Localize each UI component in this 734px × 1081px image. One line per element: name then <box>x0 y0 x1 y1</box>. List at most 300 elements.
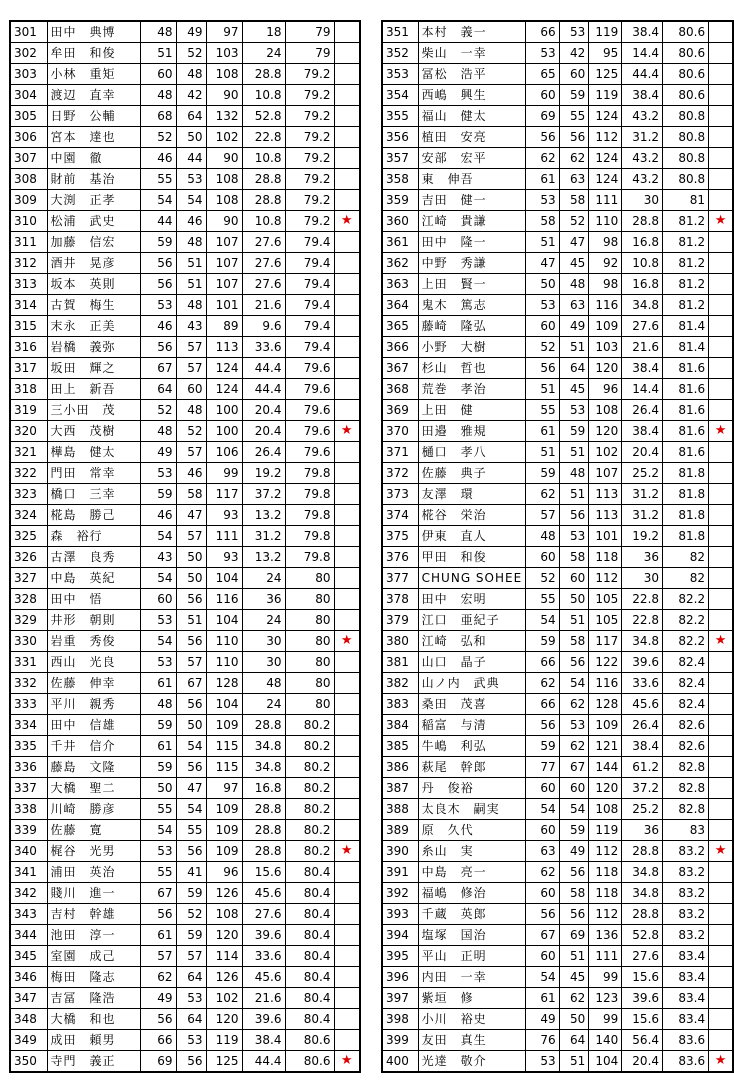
score-gross: 93 <box>206 547 242 568</box>
table-row <box>10 589 360 610</box>
score-gross: 119 <box>589 85 622 106</box>
net-score: 80 <box>285 568 334 589</box>
net-score: 80.8 <box>663 148 709 169</box>
score-gross: 98 <box>589 274 622 295</box>
mark-cell <box>709 946 733 967</box>
player-number: 336 <box>10 757 47 778</box>
player-number: 316 <box>10 337 47 358</box>
player-number: 323 <box>10 484 47 505</box>
net-score: 79.8 <box>285 526 334 547</box>
score-out: 55 <box>526 400 559 421</box>
table-row <box>10 64 360 85</box>
score-out: 57 <box>140 946 176 967</box>
mark-cell <box>334 799 360 820</box>
score-gross: 113 <box>589 484 622 505</box>
score-in: 54 <box>176 190 206 211</box>
mark-cell <box>709 43 733 64</box>
player-number: 388 <box>382 799 418 820</box>
table-row <box>10 799 360 820</box>
mark-cell <box>709 526 733 547</box>
score-in: 56 <box>176 589 206 610</box>
handicap-points: 21.6 <box>242 988 285 1009</box>
score-out: 56 <box>140 1009 176 1030</box>
net-score: 82.8 <box>663 799 709 820</box>
score-in: 56 <box>176 694 206 715</box>
score-out: 60 <box>526 946 559 967</box>
score-in: 57 <box>176 652 206 673</box>
score-in: 62 <box>559 148 589 169</box>
table-row <box>10 568 360 589</box>
table-row <box>382 946 733 967</box>
table-row <box>10 946 360 967</box>
player-name: 財前 基治 <box>47 169 140 190</box>
score-in: 48 <box>176 295 206 316</box>
mark-cell <box>334 232 360 253</box>
player-name: 伊東 直人 <box>418 526 526 547</box>
net-score: 79.2 <box>285 148 334 169</box>
player-number: 377 <box>382 568 418 589</box>
table-row <box>382 631 733 652</box>
player-number: 342 <box>10 883 47 904</box>
score-in: 47 <box>176 505 206 526</box>
handicap-points: 28.8 <box>242 169 285 190</box>
score-gross: 103 <box>589 337 622 358</box>
player-name: 椛谷 栄治 <box>418 505 526 526</box>
player-name: 成田 頼男 <box>47 1030 140 1051</box>
mark-cell <box>334 547 360 568</box>
score-in: 57 <box>176 526 206 547</box>
player-name: 山ノ内 武典 <box>418 673 526 694</box>
table-row <box>10 442 360 463</box>
mark-cell <box>334 295 360 316</box>
score-out: 53 <box>140 295 176 316</box>
mark-cell <box>709 148 733 169</box>
score-gross: 105 <box>589 589 622 610</box>
mark-cell <box>709 400 733 421</box>
table-row <box>10 421 360 442</box>
handicap-points: 61.2 <box>622 757 663 778</box>
player-number: 354 <box>382 85 418 106</box>
net-score: 79.4 <box>285 295 334 316</box>
player-number: 365 <box>382 316 418 337</box>
net-score: 81.2 <box>663 274 709 295</box>
score-out: 56 <box>526 358 559 379</box>
score-out: 62 <box>140 967 176 988</box>
table-row <box>10 85 360 106</box>
mark-cell <box>709 904 733 925</box>
net-score: 81.2 <box>663 295 709 316</box>
player-name: 江崎 弘和 <box>418 631 526 652</box>
handicap-points: 22.8 <box>622 610 663 631</box>
player-number: 343 <box>10 904 47 925</box>
player-number: 383 <box>382 694 418 715</box>
player-name: 大橋 和也 <box>47 1009 140 1030</box>
table-row <box>10 841 360 862</box>
score-out: 76 <box>526 1030 559 1051</box>
mark-cell <box>709 358 733 379</box>
score-out: 56 <box>140 337 176 358</box>
score-out: 49 <box>526 1009 559 1030</box>
net-score: 79.8 <box>285 484 334 505</box>
score-out: 51 <box>140 43 176 64</box>
player-number: 399 <box>382 1030 418 1051</box>
score-out: 54 <box>140 526 176 547</box>
handicap-points: 9.6 <box>242 316 285 337</box>
score-gross: 116 <box>589 295 622 316</box>
handicap-points: 26.4 <box>242 442 285 463</box>
handicap-points: 45.6 <box>242 967 285 988</box>
score-out: 62 <box>526 862 559 883</box>
score-in: 53 <box>176 169 206 190</box>
player-number: 373 <box>382 484 418 505</box>
score-in: 51 <box>559 610 589 631</box>
player-name: 牛嶋 利弘 <box>418 736 526 757</box>
player-name: 山口 晶子 <box>418 652 526 673</box>
player-number: 339 <box>10 820 47 841</box>
player-number: 311 <box>10 232 47 253</box>
score-gross: 115 <box>206 757 242 778</box>
score-table-body <box>10 21 360 1072</box>
net-score: 79.8 <box>285 505 334 526</box>
player-name: 田中 信雄 <box>47 715 140 736</box>
score-in: 52 <box>559 211 589 232</box>
score-out: 59 <box>526 736 559 757</box>
score-in: 50 <box>176 568 206 589</box>
handicap-points: 24 <box>242 694 285 715</box>
score-gross: 101 <box>589 526 622 547</box>
score-out: 60 <box>526 85 559 106</box>
mark-cell <box>334 190 360 211</box>
table-row <box>10 463 360 484</box>
net-score: 81.2 <box>663 253 709 274</box>
table-row <box>382 673 733 694</box>
score-in: 51 <box>559 442 589 463</box>
handicap-points: 28.8 <box>622 211 663 232</box>
table-row <box>382 484 733 505</box>
player-name: 寺門 義正 <box>47 1051 140 1073</box>
score-in: 51 <box>559 337 589 358</box>
handicap-points: 31.2 <box>242 526 285 547</box>
score-gross: 124 <box>206 358 242 379</box>
net-score: 79.4 <box>285 232 334 253</box>
player-number: 322 <box>10 463 47 484</box>
score-gross: 101 <box>206 295 242 316</box>
handicap-points: 13.2 <box>242 505 285 526</box>
score-out: 61 <box>140 673 176 694</box>
table-row <box>382 778 733 799</box>
table-row <box>10 484 360 505</box>
net-score: 83.6 <box>663 1030 709 1051</box>
table-row <box>382 568 733 589</box>
handicap-points: 28.8 <box>242 64 285 85</box>
net-score: 80.2 <box>285 715 334 736</box>
score-out: 56 <box>140 253 176 274</box>
mark-cell <box>334 379 360 400</box>
score-out: 58 <box>526 211 559 232</box>
net-score: 80 <box>285 652 334 673</box>
table-row <box>382 820 733 841</box>
table-row <box>10 232 360 253</box>
table-row <box>10 1009 360 1030</box>
table-row <box>10 274 360 295</box>
table-row <box>10 715 360 736</box>
player-name: 安部 宏平 <box>418 148 526 169</box>
net-score: 79.8 <box>285 463 334 484</box>
player-number: 350 <box>10 1051 47 1073</box>
net-score: 79.4 <box>285 274 334 295</box>
score-out: 61 <box>526 988 559 1009</box>
score-out: 50 <box>140 778 176 799</box>
score-out: 67 <box>140 883 176 904</box>
score-out: 66 <box>140 1030 176 1051</box>
net-score: 80.4 <box>285 883 334 904</box>
mark-cell <box>334 64 360 85</box>
player-number: 338 <box>10 799 47 820</box>
mark-cell <box>334 967 360 988</box>
mark-cell <box>334 442 360 463</box>
net-score: 83.6 <box>663 1051 709 1073</box>
player-name: 樋口 孝八 <box>418 442 526 463</box>
player-number: 317 <box>10 358 47 379</box>
score-gross: 90 <box>206 148 242 169</box>
score-gross: 102 <box>589 442 622 463</box>
table-row <box>10 673 360 694</box>
handicap-points: 10.8 <box>242 85 285 106</box>
mark-cell <box>709 190 733 211</box>
score-out: 50 <box>526 274 559 295</box>
net-score: 79.6 <box>285 358 334 379</box>
player-name: 古澤 良秀 <box>47 547 140 568</box>
mark-cell <box>709 736 733 757</box>
player-name: 浦田 英治 <box>47 862 140 883</box>
table-row <box>382 21 733 43</box>
score-in: 49 <box>176 21 206 43</box>
mark-cell <box>334 988 360 1009</box>
score-gross: 98 <box>589 232 622 253</box>
player-number: 332 <box>10 673 47 694</box>
score-gross: 108 <box>206 190 242 211</box>
player-name: 荒巻 孝治 <box>418 379 526 400</box>
net-score: 82 <box>663 568 709 589</box>
table-row <box>382 1030 733 1051</box>
player-number: 328 <box>10 589 47 610</box>
net-score: 80.2 <box>285 841 334 862</box>
player-number: 309 <box>10 190 47 211</box>
player-number: 348 <box>10 1009 47 1030</box>
player-name: 池田 淳一 <box>47 925 140 946</box>
player-name: 佐藤 寛 <box>47 820 140 841</box>
table-row <box>382 883 733 904</box>
handicap-points: 20.4 <box>242 400 285 421</box>
player-name: 萩尾 幹郎 <box>418 757 526 778</box>
handicap-points: 15.6 <box>242 862 285 883</box>
net-score: 83.4 <box>663 1009 709 1030</box>
score-out: 52 <box>526 337 559 358</box>
player-number: 346 <box>10 967 47 988</box>
net-score: 79 <box>285 43 334 64</box>
handicap-points: 38.4 <box>622 421 663 442</box>
player-name: CHUNG SOHEE <box>418 568 526 589</box>
score-out: 48 <box>140 85 176 106</box>
net-score: 83.4 <box>663 967 709 988</box>
score-gross: 144 <box>589 757 622 778</box>
score-in: 53 <box>559 526 589 547</box>
score-in: 45 <box>559 379 589 400</box>
player-name: 原 久代 <box>418 820 526 841</box>
score-gross: 117 <box>589 631 622 652</box>
score-in: 56 <box>176 757 206 778</box>
handicap-points: 13.2 <box>242 547 285 568</box>
score-in: 67 <box>176 673 206 694</box>
player-number: 396 <box>382 967 418 988</box>
player-name: 吉冨 隆浩 <box>47 988 140 1009</box>
player-number: 391 <box>382 862 418 883</box>
player-number: 381 <box>382 652 418 673</box>
score-gross: 124 <box>589 106 622 127</box>
player-number: 360 <box>382 211 418 232</box>
handicap-points: 14.4 <box>622 43 663 64</box>
score-gross: 109 <box>206 799 242 820</box>
player-name: 三小田 茂 <box>47 400 140 421</box>
net-score: 79.8 <box>285 547 334 568</box>
handicap-points: 48 <box>242 673 285 694</box>
handicap-points: 27.6 <box>242 274 285 295</box>
mark-cell <box>709 883 733 904</box>
score-out: 77 <box>526 757 559 778</box>
table-row <box>382 799 733 820</box>
player-number: 330 <box>10 631 47 652</box>
net-score: 82.2 <box>663 610 709 631</box>
table-row <box>10 505 360 526</box>
handicap-points: 16.8 <box>622 232 663 253</box>
score-out: 62 <box>526 673 559 694</box>
score-out: 54 <box>140 631 176 652</box>
mark-cell <box>334 106 360 127</box>
table-row <box>10 337 360 358</box>
score-gross: 125 <box>589 64 622 85</box>
player-name: 藤島 文隆 <box>47 757 140 778</box>
net-score: 82.4 <box>663 652 709 673</box>
net-score: 80.2 <box>285 799 334 820</box>
score-in: 50 <box>559 1009 589 1030</box>
handicap-points: 27.6 <box>622 316 663 337</box>
handicap-points: 39.6 <box>622 988 663 1009</box>
score-gross: 112 <box>589 568 622 589</box>
table-row <box>382 505 733 526</box>
player-number: 320 <box>10 421 47 442</box>
mark-cell <box>334 736 360 757</box>
table-row <box>10 400 360 421</box>
player-number: 390 <box>382 841 418 862</box>
handicap-points: 16.8 <box>622 274 663 295</box>
player-name: 加藤 信宏 <box>47 232 140 253</box>
table-row <box>382 85 733 106</box>
mark-cell <box>709 757 733 778</box>
player-number: 364 <box>382 295 418 316</box>
mark-cell <box>709 589 733 610</box>
score-out: 63 <box>526 841 559 862</box>
player-name: 佐藤 伸幸 <box>47 673 140 694</box>
mark-cell <box>709 1009 733 1030</box>
mark-cell <box>334 1009 360 1030</box>
net-score: 80.2 <box>285 736 334 757</box>
handicap-points: 26.4 <box>622 715 663 736</box>
handicap-points: 38.4 <box>622 21 663 43</box>
player-name: 甲田 和俊 <box>418 547 526 568</box>
score-gross: 126 <box>206 883 242 904</box>
score-gross: 108 <box>589 400 622 421</box>
score-out: 56 <box>140 274 176 295</box>
score-out: 53 <box>526 43 559 64</box>
mark-cell <box>709 568 733 589</box>
mark-cell <box>709 316 733 337</box>
net-score: 80 <box>285 673 334 694</box>
score-in: 56 <box>559 127 589 148</box>
net-score: 82.6 <box>663 715 709 736</box>
score-gross: 109 <box>206 841 242 862</box>
score-in: 54 <box>176 736 206 757</box>
handicap-points: 33.6 <box>242 337 285 358</box>
score-gross: 104 <box>206 610 242 631</box>
mark-cell <box>709 862 733 883</box>
net-score: 79.2 <box>285 190 334 211</box>
player-name: 上田 賢一 <box>418 274 526 295</box>
player-number: 379 <box>382 610 418 631</box>
score-gross: 117 <box>206 484 242 505</box>
player-name: 吉田 健一 <box>418 190 526 211</box>
mark-cell <box>334 169 360 190</box>
player-name: 中島 亮一 <box>418 862 526 883</box>
handicap-points: 37.2 <box>622 778 663 799</box>
player-number: 366 <box>382 337 418 358</box>
handicap-points: 20.4 <box>242 421 285 442</box>
handicap-points: 30 <box>242 652 285 673</box>
handicap-points: 25.2 <box>622 463 663 484</box>
net-score: 81.4 <box>663 316 709 337</box>
net-score: 82.2 <box>663 589 709 610</box>
score-gross: 93 <box>206 505 242 526</box>
mark-cell <box>334 925 360 946</box>
player-number: 389 <box>382 820 418 841</box>
handicap-points: 20.4 <box>622 442 663 463</box>
player-number: 334 <box>10 715 47 736</box>
score-in: 42 <box>176 85 206 106</box>
player-name: 椛島 勝己 <box>47 505 140 526</box>
score-gross: 118 <box>589 547 622 568</box>
player-number: 370 <box>382 421 418 442</box>
handicap-points: 27.6 <box>622 946 663 967</box>
score-in: 56 <box>559 862 589 883</box>
score-gross: 90 <box>206 85 242 106</box>
mark-cell <box>334 778 360 799</box>
score-in: 53 <box>176 988 206 1009</box>
mark-cell <box>334 820 360 841</box>
mark-cell <box>334 127 360 148</box>
player-name: 樺島 健太 <box>47 442 140 463</box>
player-name: 梅田 隆志 <box>47 967 140 988</box>
table-row <box>10 526 360 547</box>
table-row <box>382 253 733 274</box>
table-row <box>382 547 733 568</box>
score-in: 49 <box>559 841 589 862</box>
mark-cell <box>709 379 733 400</box>
player-name: 大渕 正孝 <box>47 190 140 211</box>
score-out: 53 <box>526 190 559 211</box>
score-gross: 121 <box>589 736 622 757</box>
score-out: 59 <box>140 715 176 736</box>
score-out: 55 <box>526 589 559 610</box>
handicap-points: 31.2 <box>622 484 663 505</box>
